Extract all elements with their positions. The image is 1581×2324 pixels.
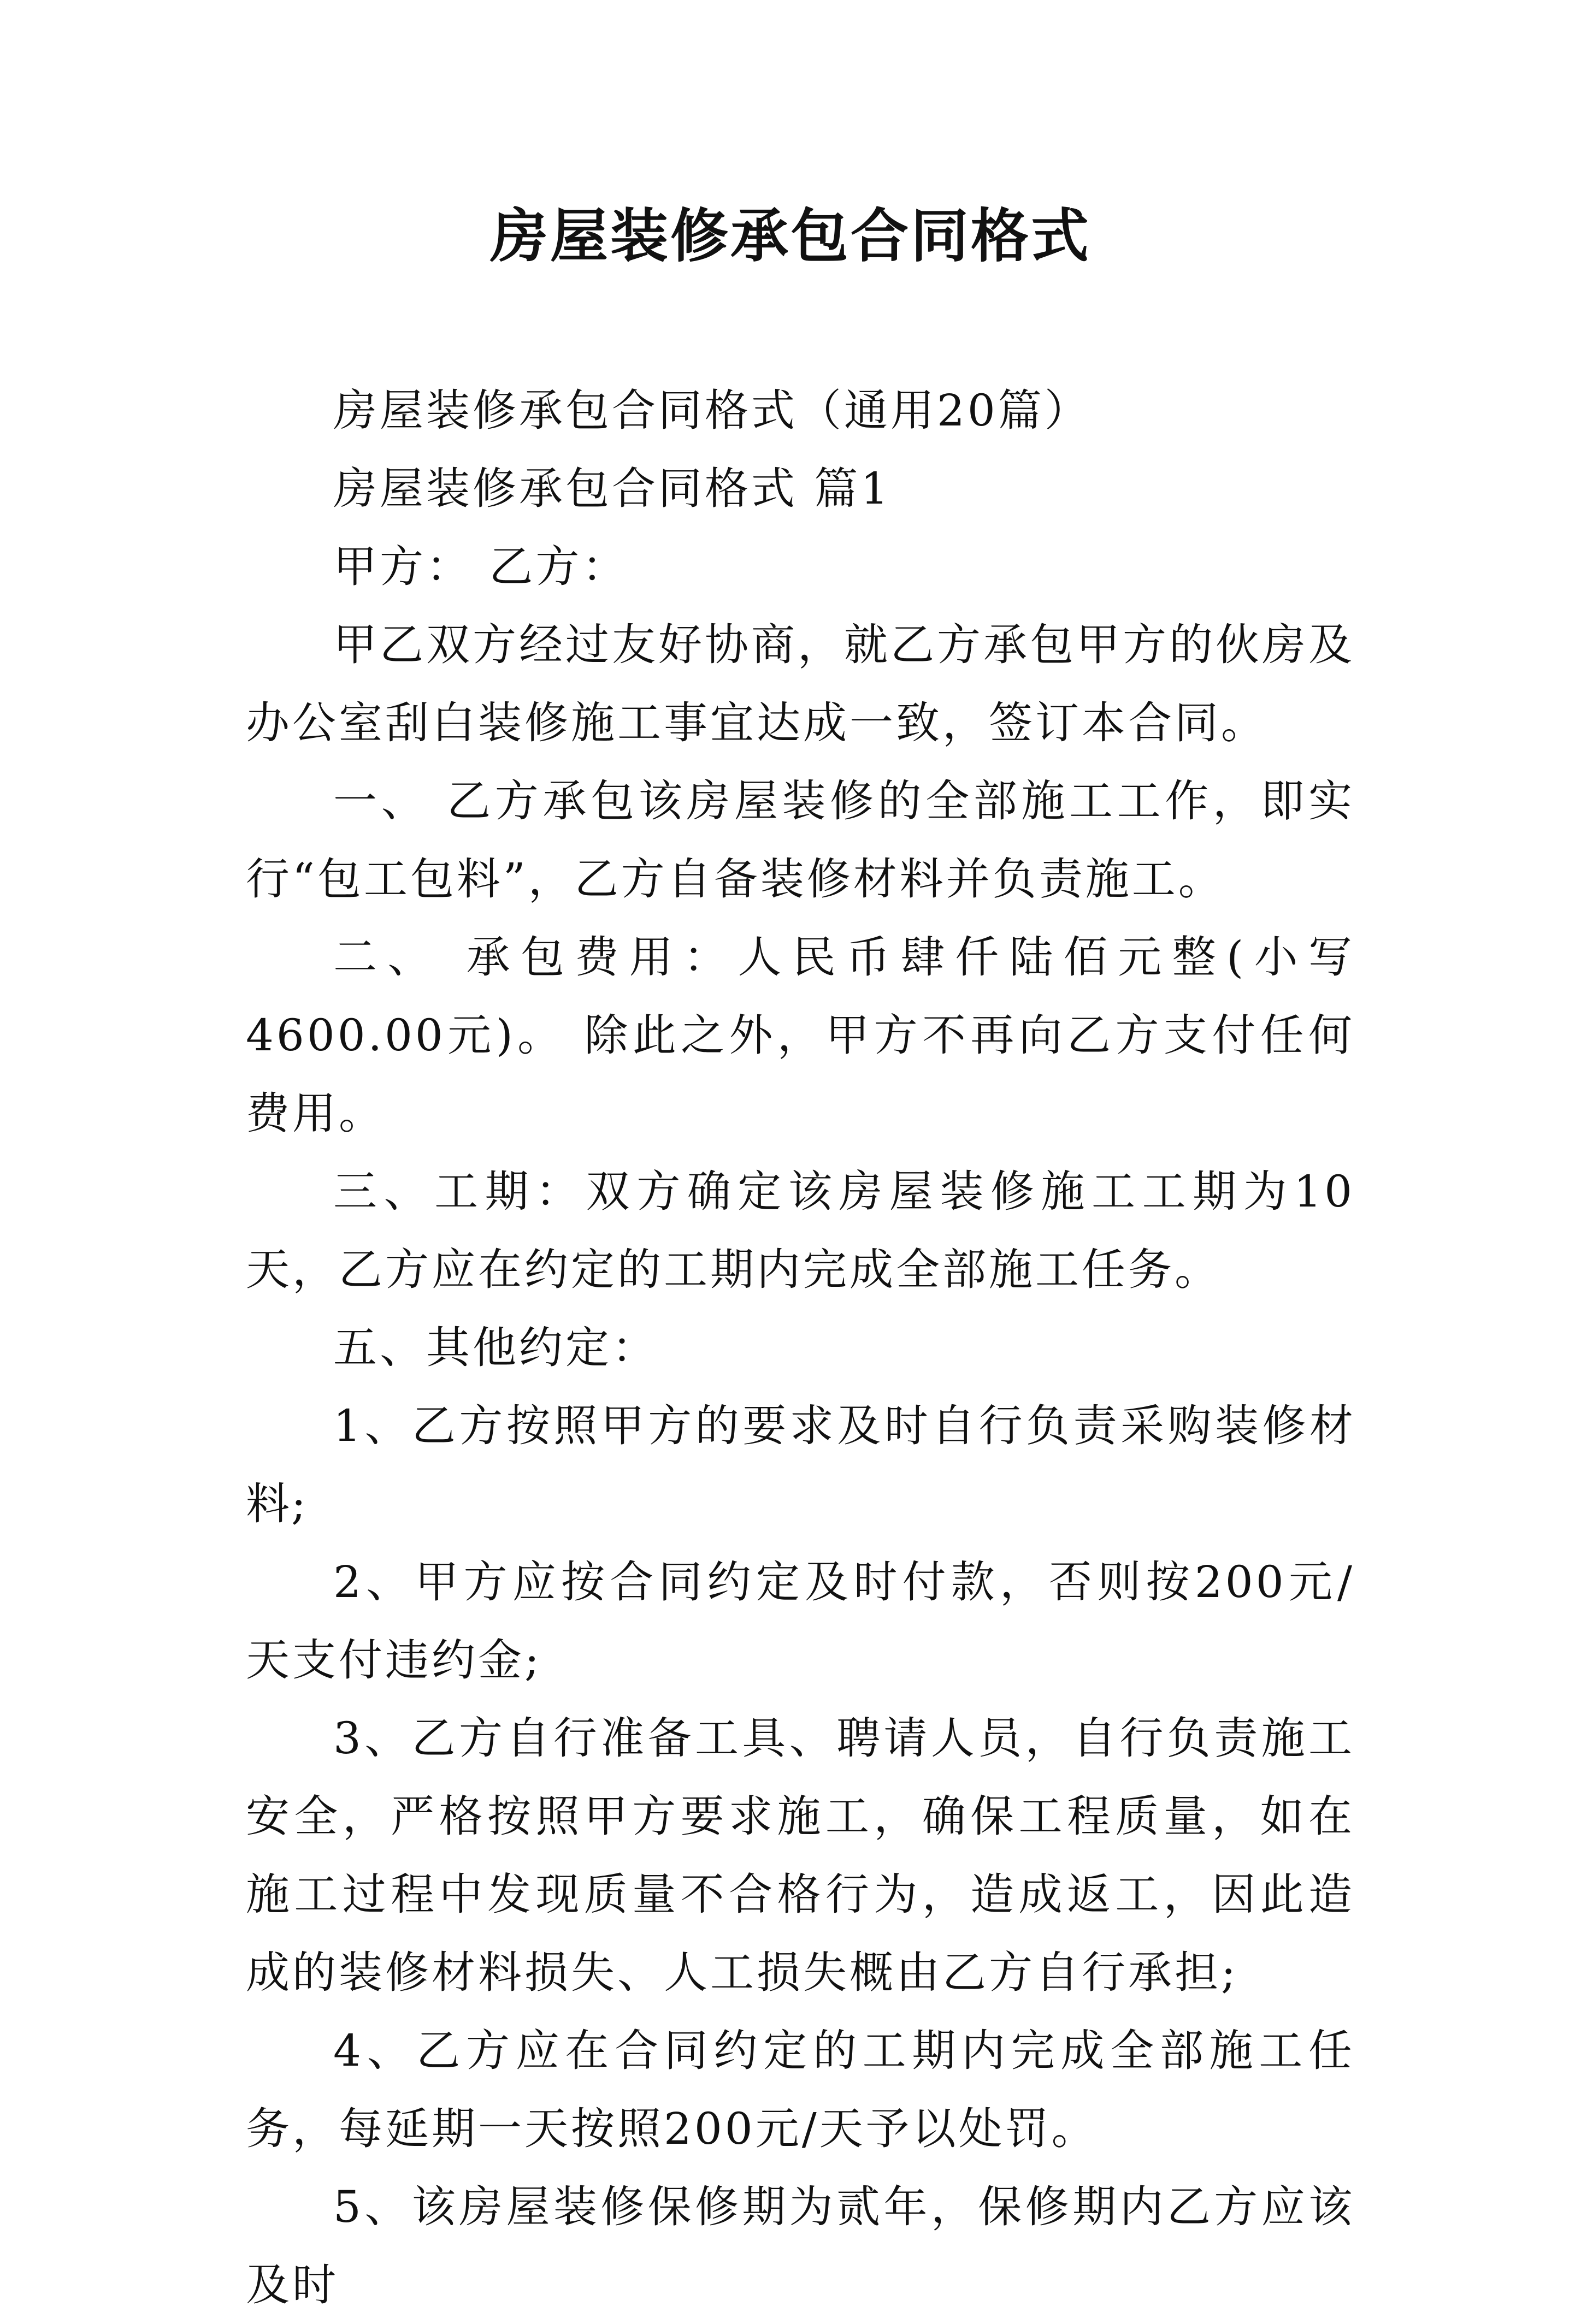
clause-5-item-5: 5、该房屋装修保修期为贰年，保修期内乙方应该及时 <box>246 2181 1355 2310</box>
clause-3: 三、工期：双方确定该房屋装修施工工期为10天，乙方应在约定的工期内完成全部施工任务。 <box>246 1166 1355 1295</box>
clause-5-item-4: 4、乙方应在合同约定的工期内完成全部施工任务，每延期一天按照200元/天予以处罚。 <box>246 2025 1355 2154</box>
document-body <box>246 371 1355 2324</box>
subtitle-paragraph: 房屋装修承包合同格式（通用20篇） <box>333 385 1091 436</box>
clause-5-heading: 五、其他约定： <box>333 1322 658 1373</box>
section-heading: 房屋装修承包合同格式 篇1 <box>333 463 892 514</box>
document-title: 房屋装修承包合同格式 <box>490 202 1091 270</box>
clause-1: 一、 乙方承包该房屋装修的全部施工工作，即实行“包工包料”，乙方自备装修材料并负责施工。 <box>246 776 1355 904</box>
parties-line: 甲方： 乙方： <box>333 541 629 592</box>
clause-5-item-1: 1、乙方按照甲方的要求及时自行负责采购装修材料; <box>246 1400 1355 1529</box>
preamble-paragraph: 甲乙双方经过友好协商，就乙方承包甲方的伙房及办公室刮白装修施工事宜达成一致，签订本合同。 <box>246 619 1355 748</box>
clause-5-item-3: 3、乙方自行准备工具、聘请人员，自行负责施工安全，严格按照甲方要求施工，确保工程质量，如在施工过程中发现质量不合格行为，造成返工，因此造成的装修材料损失、人工损失概由乙方自行承担; <box>246 1713 1355 1998</box>
clause-2: 二、 承包费用：人民币肆仟陆佰元整(小写 4600.00元)。 除此之外，甲方不再向乙方支付任何费用。 <box>246 932 1355 1139</box>
clause-5-item-2: 2、甲方应按合同约定及时付款，否则按200元/天支付违约金; <box>246 1557 1355 1686</box>
